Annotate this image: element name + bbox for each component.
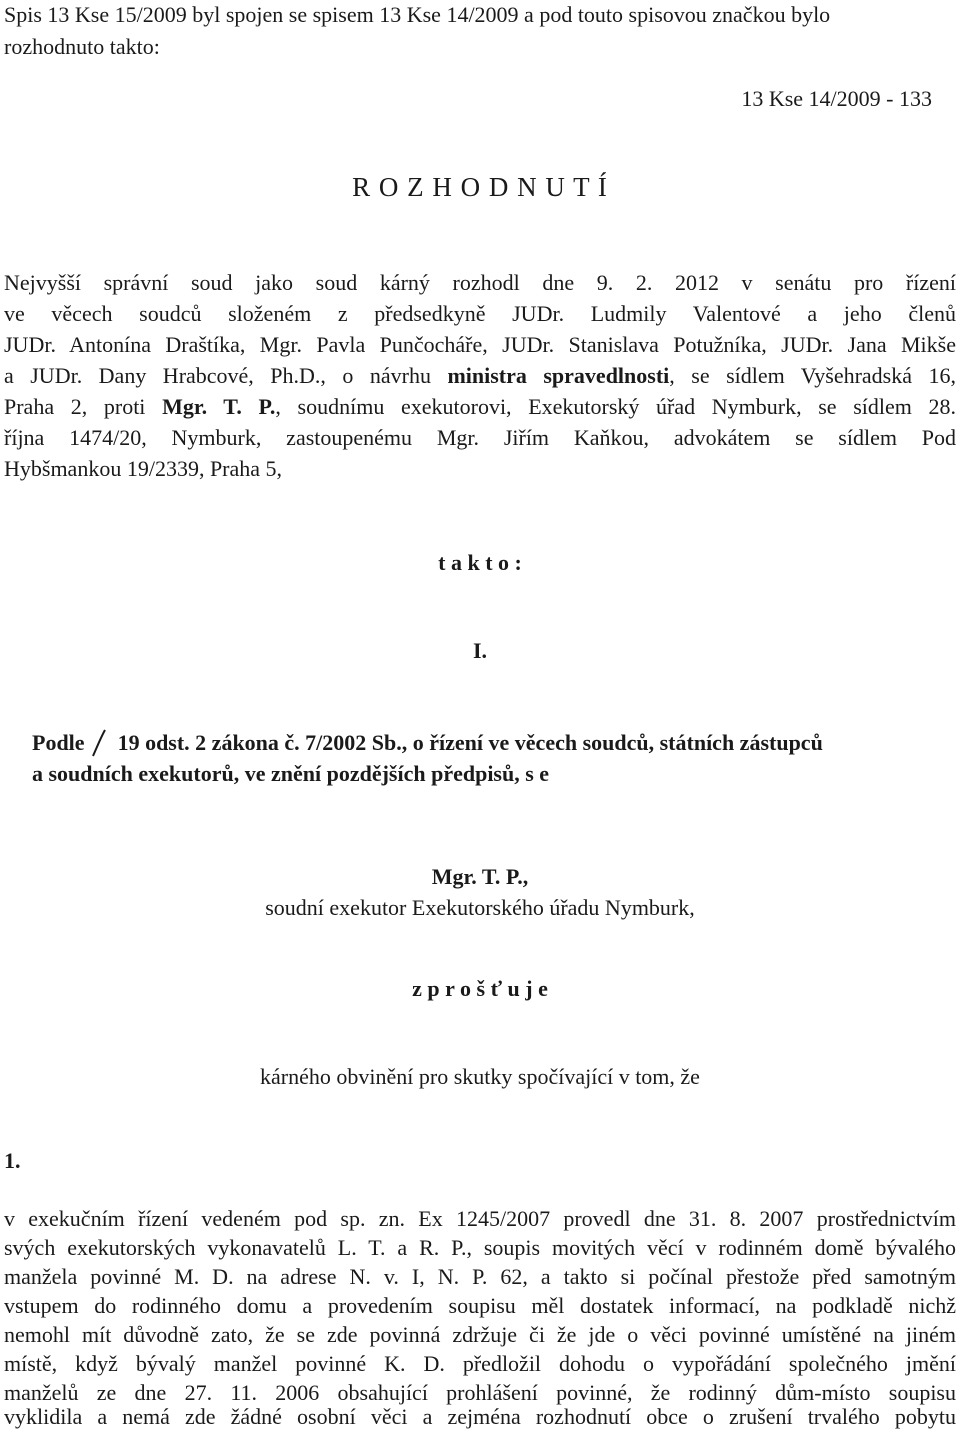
paragraph-sign-icon [90, 728, 112, 758]
intro-line-4-c: , se sídlem Vyšehradská 16, [669, 363, 956, 388]
respondent-name-inline: Mgr. T. P. [162, 394, 276, 419]
verdict-heading: z p r o š ť u j e [412, 976, 548, 1001]
legal-basis-rest: 19 odst. 2 zákona č. 7/2002 Sb., o řízení ve věcech soudců, státních zástupců [117, 730, 823, 755]
header-line-2: rozhodnuto takto: [4, 34, 160, 59]
intro-line-2: ve věcech soudců složeném z předsedkyně JUDr. Ludmily Valentové a jeho členů [4, 301, 956, 326]
document-title: R O Z H O D N U T Í [352, 172, 608, 202]
intro-line-6: října 1474/20, Nymburk, zastoupenému Mgr. Jiřím Kaňkou, advokátem se sídlem Pod [4, 425, 956, 450]
item-line-8: vyklidila a nemá zde žádné osobní věci a zejména rozhodnutí obce o zrušení trvalého pobytu [4, 1404, 956, 1429]
legal-basis-podle: Podle [32, 730, 85, 755]
intro-line-1: Nejvyšší správní soud jako soud kárný rozhodl dne 9. 2. 2012 v senátu pro řízení [4, 270, 956, 295]
item-line-1: v exekučním řízení vedeném pod sp. zn. Ex 1245/2007 provedl dne 31. 8. 2007 prostřednictvím [4, 1206, 956, 1231]
item-line-3: manžela povinné M. D. na adrese N. v. I, N. P. 62, a takto si počínal přestože před samotným [4, 1264, 956, 1289]
header-line-1: Spis 13 Kse 15/2009 byl spojen se spisem 13 Kse 14/2009 a pod touto spisovou značkou bylo [4, 2, 831, 27]
legal-basis-line-1 [32, 728, 956, 758]
intro-line-5 [4, 392, 956, 422]
intro-line-5-c: , soudnímu exekutorovi, Exekutorský úřad Nymburk, se sídlem 28. [275, 394, 956, 419]
section-numeral: I. [472, 638, 488, 663]
intro-line-7: Hybšmankou 19/2339, Praha 5, [4, 456, 283, 481]
respondent-name: Mgr. T. P., [431, 864, 529, 889]
intro-line-5-a: Praha 2, proti [4, 394, 163, 419]
item-line-4: vstupem do rodinného domu a provedením soupisu měl dostatek informací, na podkladě nichž [4, 1293, 956, 1318]
petitioner-name: ministra spravedlnosti [447, 363, 670, 388]
legal-basis-line-2: a soudních exekutorů, ve znění pozdějších předpisů, s e [32, 761, 550, 786]
item-line-5: nemohl mít důvodně zato, že se zde povinná zdržuje či že jde o věci povinné umístěné na jiném [4, 1322, 956, 1347]
item-line-6: místě, když bývalý manžel povinné K. D. předložil dohodu o vypořádání společného jmění [4, 1351, 956, 1376]
intro-line-4 [4, 361, 956, 391]
respondent-role: soudní exekutor Exekutorského úřadu Nymburk, [265, 895, 695, 920]
item-number: 1. [4, 1148, 21, 1173]
takto-heading: t a k t o : [438, 550, 522, 575]
item-line-2: svých exekutorských vykonavatelů L. T. a R. P., soupis movitých věcí v rodinném domě bývalého [4, 1235, 956, 1260]
item-line-7: manželů ze dne 27. 11. 2006 obsahující prohlášení povinné, že rodinný dům-místo soupisu [4, 1380, 956, 1405]
intro-line-3: JUDr. Antonína Draštíka, Mgr. Pavla Punčocháře, JUDr. Stanislava Potužníka, JUDr. Jana Mikše [4, 332, 956, 357]
charge-intro: kárného obvinění pro skutky spočívající v tom, že [260, 1064, 700, 1089]
case-number: 13 Kse 14/2009 - 133 [741, 86, 932, 111]
intro-line-4-a: a JUDr. Dany Hrabcové, Ph.D., o návrhu [4, 363, 448, 388]
